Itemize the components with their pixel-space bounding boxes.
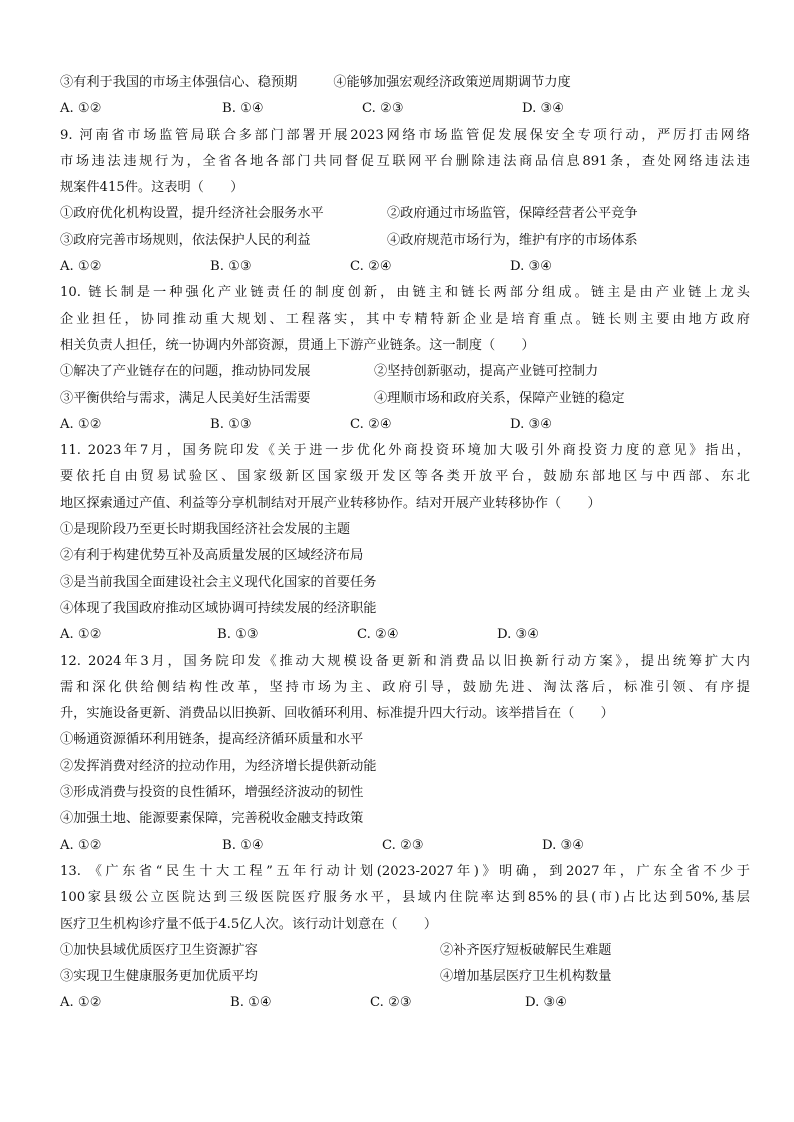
- q10-option-3: ③平衡供给与需求，满足人民美好生活需要: [60, 390, 311, 406]
- q12-answer-a: A. ①②: [60, 837, 102, 853]
- q12-answer-d: D. ③④: [542, 837, 585, 853]
- q11-option-1: ①是现阶段乃至更长时期我国经济社会发展的主题: [60, 522, 351, 538]
- q12-answer-b: B. ①④: [222, 837, 264, 853]
- q10-answers: [60, 412, 750, 438]
- q13-option-3: ③实现卫生健康服务更加优质平均: [60, 969, 258, 985]
- q8-answers: [60, 96, 750, 122]
- q13-answer-a: A. ①②: [60, 995, 102, 1011]
- q10-option-1: ①解决了产业链存在的问题，推动协同发展: [60, 364, 311, 380]
- q12-option-4: ④加强土地、能源要素保障，完善税收金融支持政策: [60, 811, 364, 827]
- q9-stem-line-1: 9. 河南省市场监管局联合多部门部署开展2023网络市场监管促发展保安全专项行动，严厉打击网络: [60, 127, 750, 143]
- q12-option-1: ①畅通资源循环利用链条，提高经济循环质量和水平: [60, 732, 364, 748]
- q11-stem-line-2: 要依托自由贸易试验区、国家级新区国家级开发区等各类开放平台，鼓励东部地区与中西部、东北: [60, 469, 750, 485]
- q8-option-4: ④能够加强宏观经济政策逆周期调节力度: [333, 75, 571, 90]
- q13-option-1: ①加快县域优质医疗卫生资源扩容: [60, 942, 258, 958]
- q9-option-1: ①政府优化机构设置，提升经济社会服务水平: [60, 206, 324, 222]
- q10-answer-b: B. ①③: [210, 416, 252, 432]
- q10-stem-line-1: 10. 链长制是一种强化产业链责任的制度创新，由链主和链长两部分组成。链主是由产业链上龙头: [60, 285, 750, 301]
- q13-options-row-1: [60, 938, 750, 964]
- q9-answer-b: B. ①③: [210, 259, 252, 275]
- q13-answer-c: C. ②③: [370, 995, 412, 1011]
- q9-options-row-1: [60, 201, 750, 227]
- q10-options-row-1: [60, 359, 750, 385]
- q12-option-2: ②发挥消费对经济的拉动作用，为经济增长提供新动能: [60, 758, 377, 774]
- q11-option-3: ③是当前我国全面建设社会主义现代化国家的首要任务: [60, 574, 377, 590]
- q10-stem-line-2: 企业担任，协同推动重大规划、工程落实，其中专精特新企业是培育重点。链长则主要由地方政府: [60, 311, 750, 327]
- q11-answer-b: B. ①③: [217, 627, 259, 643]
- q10-answer-d: D. ③④: [510, 416, 553, 432]
- q9-answer-d: D. ③④: [510, 259, 553, 275]
- q11-answer-a: A. ①②: [60, 627, 102, 643]
- q9-answer-a: A. ①②: [60, 259, 102, 275]
- q11-stem-line-3: 地区探索通过产值、利益等分享机制结对开展产业转移协作。结对开展产业转移协作（ ）: [60, 495, 601, 511]
- q10-answer-c: C. ②④: [350, 416, 392, 432]
- q13-options-row-2: [60, 964, 750, 990]
- q8-answer-c: C. ②③: [362, 101, 404, 117]
- q10-option-4: ④理顺市场和政府关系，保障产业链的稳定: [374, 390, 625, 406]
- q13-option-2: ②补齐医疗短板破解民生难题: [440, 942, 612, 958]
- q8-answer-a: A. ①②: [60, 101, 102, 117]
- q12-stem-line-1: 12. 2024年3月，国务院印发《推动大规模设备更新和消费品以旧换新行动方案》，提出统筹扩大内: [60, 653, 750, 669]
- q10-option-2: ②坚持创新驱动，提高产业链可控制力: [374, 364, 599, 380]
- q13-stem-line-3: 医疗卫生机构诊疗量不低于4.5亿人次。该行动计划意在（ ）: [60, 916, 438, 932]
- q8-answer-d: D. ③④: [522, 101, 565, 117]
- q13-stem-line-1: 13. 《广东省“民生十大工程”五年行动计划(2023-2027年)》明确，到2027年，广东全省不少于: [60, 863, 750, 879]
- q9-option-2: ②政府通过市场监管，保障经营者公平竞争: [387, 206, 638, 222]
- q13-answer-d: D. ③④: [525, 995, 568, 1011]
- q11-stem-line-1: 11. 2023年7月，国务院印发《关于进一步优化外商投资环境加大吸引外商投资力度的意见》指出，: [60, 443, 750, 459]
- q8-option-3: ③有利于我国的市场主体强信心、稳预期: [60, 75, 298, 90]
- q8-answer-b: B. ①④: [222, 101, 264, 117]
- q11-answers: [60, 622, 750, 648]
- q13-stem-line-2: 100家县级公立医院达到三级医院医疗服务水平，县域内住院率达到85%的县(市)占比达到50%,基层: [60, 890, 750, 906]
- q8-options-row: [60, 70, 750, 96]
- q10-stem-line-3: 相关负责人担任，统一协调内外部资源，贯通上下游产业链条。这一制度（ ）: [60, 337, 535, 353]
- q9-options-row-2: [60, 228, 750, 254]
- q9-stem-line-2: 市场违法违规行为，全省各地各部门共同督促互联网平台删除违法商品信息891条，查处网络违法违: [60, 153, 750, 169]
- q11-answer-c: C. ②④: [357, 627, 399, 643]
- q10-options-row-2: [60, 386, 750, 412]
- q12-stem-line-3: 升，实施设备更新、消费品以旧换新、回收循环利用、标准提升四大行动。该举措旨在（ ）: [60, 706, 614, 722]
- q9-stem-line-3: 规案件415件。这表明（ ）: [60, 180, 244, 196]
- q11-answer-d: D. ③④: [497, 627, 540, 643]
- q9-option-4: ④政府规范市场行为，维护有序的市场体系: [387, 232, 638, 248]
- q13-answer-b: B. ①④: [230, 995, 272, 1011]
- q10-answer-a: A. ①②: [60, 416, 102, 432]
- q12-option-3: ③形成消费与投资的良性循环，增强经济波动的韧性: [60, 785, 364, 801]
- q12-stem-line-2: 需和深化供给侧结构性改革，坚持市场为主、政府引导，鼓励先进、淘汰落后，标准引领、有序提: [60, 679, 750, 695]
- q11-option-4: ④体现了我国政府推动区域协调可持续发展的经济职能: [60, 600, 377, 616]
- q12-answers: [60, 833, 750, 859]
- q12-answer-c: C. ②③: [382, 837, 424, 853]
- q11-option-2: ②有利于构建优势互补及高质量发展的区域经济布局: [60, 548, 364, 564]
- q9-option-3: ③政府完善市场规则，依法保护人民的利益: [60, 232, 311, 248]
- q13-option-4: ④增加基层医疗卫生机构数量: [440, 969, 612, 985]
- q9-answer-c: C. ②④: [350, 259, 392, 275]
- exam-page: [60, 70, 750, 1017]
- q9-answers: [60, 254, 750, 280]
- q13-answers: [60, 990, 750, 1016]
